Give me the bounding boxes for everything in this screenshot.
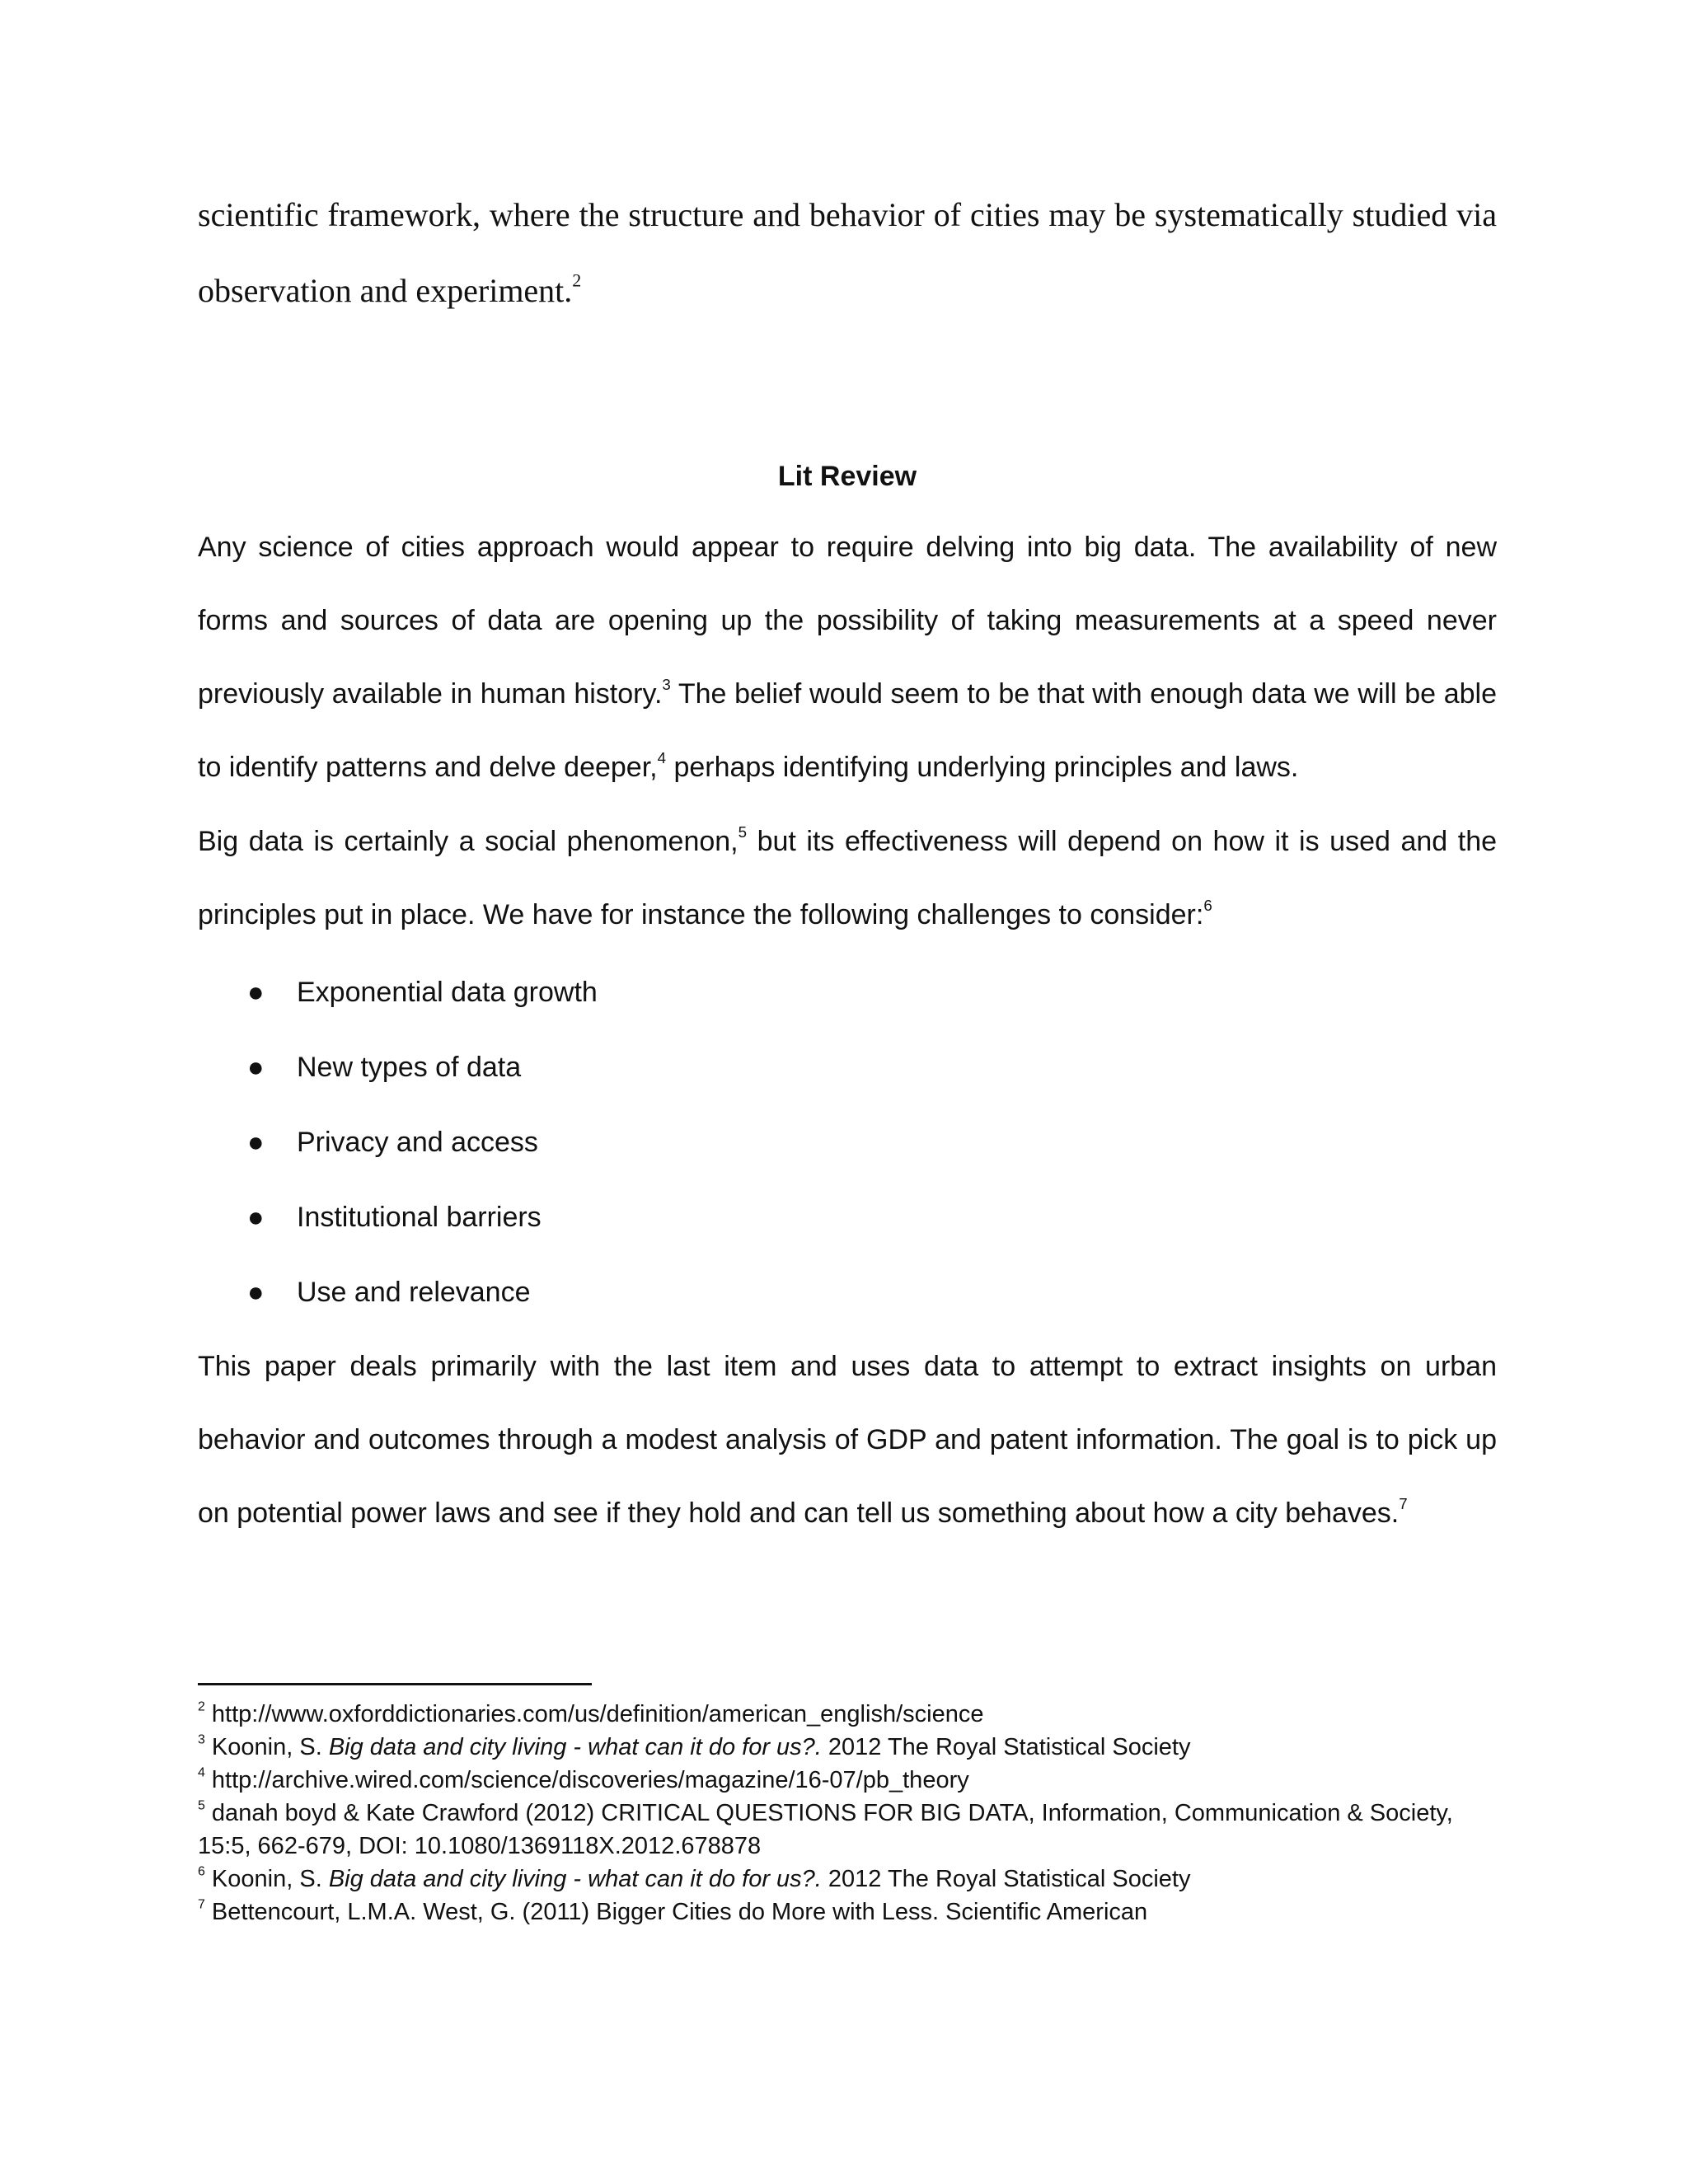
footnote-2	[198, 1698, 1497, 1731]
paragraph-1	[198, 511, 1497, 804]
paragraph-3	[198, 1330, 1497, 1550]
footnote-ref-4: 4	[657, 749, 667, 767]
footnote-number: 3	[198, 1732, 205, 1747]
footnote-number: 7	[198, 1897, 205, 1912]
challenges-list	[198, 955, 1497, 1330]
footnote-text: http://archive.wired.com/science/discoveries/magazine/16-07/pb_theory	[204, 1767, 969, 1793]
paragraph-1-text-c: perhaps identifying underlying principles and laws.	[666, 752, 1299, 783]
paragraph-1-text-a: Any science of cities approach would appear to require delving into big data. The availability of new forms and sources of data are opening up the possibility of taking measurements at a speed never previously available in human history.	[198, 532, 1497, 710]
list-item	[198, 1105, 1497, 1180]
list-item-label: Institutional barriers	[297, 1202, 542, 1233]
footnote-title: Big data and city living - what can it do for us?.	[328, 1866, 822, 1892]
footnote-ref-3: 3	[662, 676, 671, 694]
intro-text: scientific framework, where the structure and behavior of cities may be systematically studied via observation and experiment.	[198, 196, 1497, 309]
footnote-author: Koonin, S.	[204, 1866, 329, 1892]
footnote-ref-6: 6	[1203, 897, 1212, 915]
footnote-ref-5: 5	[738, 823, 748, 841]
footnote-6	[198, 1863, 1497, 1896]
paragraph-2-text-b: but its effectiveness will depend on how it is used and the principles put in place. We have for instance the following challenges to consider:	[198, 826, 1498, 930]
footnote-number: 4	[198, 1765, 205, 1780]
bullet-icon: ●	[247, 1277, 265, 1308]
paragraph-1-text-b: The belief would seem to be that with enough data we will be able to identify patterns and delve deeper,	[198, 678, 1498, 783]
bullet-icon: ●	[247, 977, 265, 1008]
footnotes	[198, 1698, 1497, 1929]
footnote-3	[198, 1731, 1497, 1764]
footnote-text: http://www.oxforddictionaries.com/us/definition/american_english/science	[204, 1701, 984, 1727]
footnote-title: Big data and city living - what can it do for us?.	[328, 1734, 822, 1760]
footnote-source: 2012 The Royal Statistical Society	[821, 1866, 1191, 1892]
list-item	[198, 1030, 1497, 1105]
intro-paragraph	[198, 177, 1497, 329]
bullet-icon: ●	[247, 1202, 265, 1233]
paragraph-2	[198, 805, 1497, 952]
footnote-5	[198, 1797, 1497, 1863]
list-item	[198, 955, 1497, 1030]
footnote-separator	[198, 1683, 592, 1685]
section-heading: Lit Review	[777, 461, 917, 492]
footnote-text: Bettencourt, L.M.A. West, G. (2011) Bigger Cities do More with Less. Scientific American	[204, 1899, 1148, 1925]
footnote-author: Koonin, S.	[204, 1734, 329, 1760]
footnote-ref-7: 7	[1399, 1495, 1408, 1513]
footnote-text: danah boyd & Kate Crawford (2012) CRITICAL QUESTIONS FOR BIG DATA, Information, Communication & Society, 15:5, 662-679, DOI: 10.1080/1369118X.2012.678878	[198, 1800, 1453, 1859]
footnote-number: 2	[198, 1699, 205, 1714]
footnote-source: 2012 The Royal Statistical Society	[821, 1734, 1191, 1760]
list-item	[198, 1255, 1497, 1330]
footnote-7	[198, 1896, 1497, 1929]
list-item-label: New types of data	[297, 1052, 522, 1083]
footnote-ref-2: 2	[572, 269, 582, 291]
list-item-label: Use and relevance	[297, 1277, 531, 1308]
footnote-4	[198, 1764, 1497, 1797]
paragraph-2-text-a: Big data is certainly a social phenomenon,	[198, 826, 738, 857]
list-item	[198, 1180, 1497, 1255]
bullet-icon: ●	[247, 1052, 265, 1083]
bullet-icon: ●	[247, 1127, 265, 1158]
paragraph-3-text: This paper deals primarily with the last item and uses data to attempt to extract insights on urban behavior and outcomes through a modest analysis of GDP and patent information. The goal is to pick up on potential power laws and see if they hold and can tell us something about how a city behaves.	[198, 1351, 1497, 1529]
footnote-number: 6	[198, 1864, 205, 1879]
list-item-label: Exponential data growth	[297, 977, 598, 1008]
footnote-number: 5	[198, 1798, 205, 1813]
list-item-label: Privacy and access	[297, 1127, 538, 1158]
